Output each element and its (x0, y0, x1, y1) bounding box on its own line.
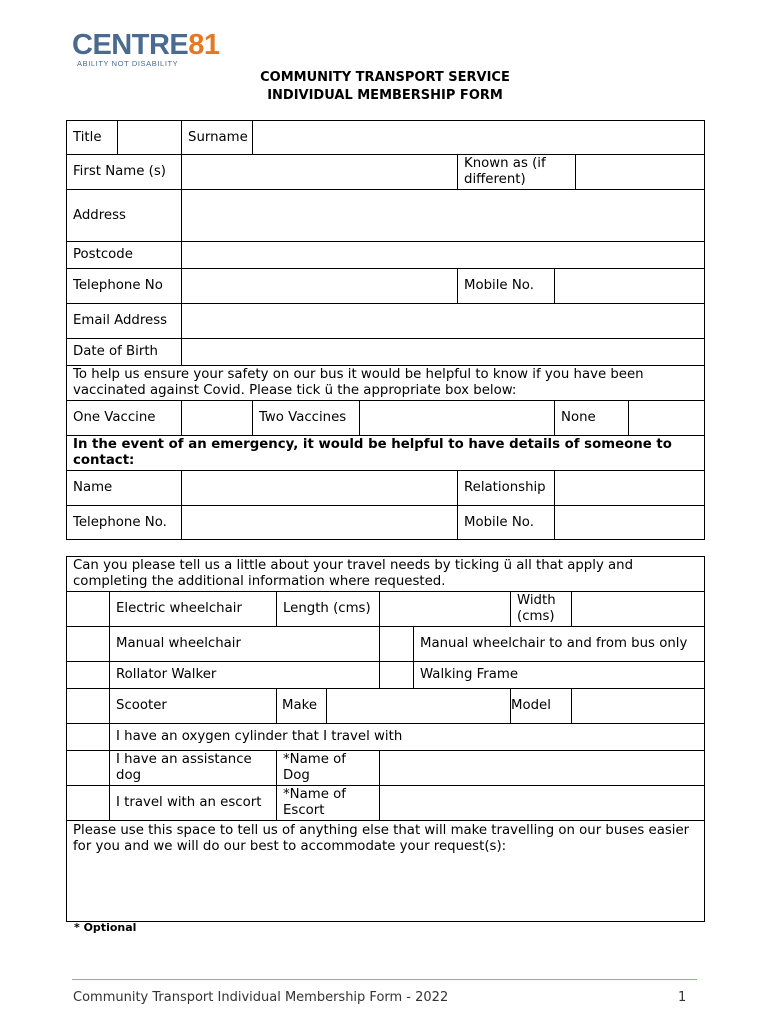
length-field[interactable] (380, 592, 511, 627)
assistance-dog-checkbox[interactable] (67, 751, 110, 786)
form-title-line2: INDIVIDUAL MEMBERSHIP FORM (267, 88, 503, 103)
known-as-field[interactable] (576, 155, 705, 190)
optional-footnote: * Optional (74, 921, 137, 934)
logo-tagline: ABILITY NOT DISABILITY (77, 59, 179, 68)
em-telephone-field[interactable] (182, 506, 458, 540)
personal-details-table (66, 120, 705, 540)
em-name-label: Name (67, 471, 182, 506)
escort-checkbox[interactable] (67, 786, 110, 821)
address-label: Address (67, 190, 182, 242)
surname-field[interactable] (253, 121, 705, 155)
none-label: None (555, 401, 629, 436)
other-needs-note: Please use this space to tell us of anything else that will make travelling on our buses easier for you and we will do our best to accommodate your request(s): (73, 823, 690, 854)
one-vaccine-label: One Vaccine (67, 401, 182, 436)
email-field[interactable] (182, 304, 705, 339)
postcode-field[interactable] (182, 242, 705, 269)
make-label: Make (277, 689, 327, 724)
em-telephone-label: Telephone No. (67, 506, 182, 540)
width-label: Width (cms) (511, 592, 572, 627)
logo-word-number: 81 (188, 29, 220, 61)
dog-name-field[interactable] (380, 751, 705, 786)
escort-name-field[interactable] (380, 786, 705, 821)
title-label: Title (67, 121, 118, 155)
em-relationship-field[interactable] (555, 471, 705, 506)
escort-label: I travel with an escort (110, 786, 277, 821)
oxygen-checkbox[interactable] (67, 724, 110, 751)
two-vaccines-label: Two Vaccines (253, 401, 360, 435)
footer-title: Community Transport Individual Membership Form - 2022 (73, 990, 449, 1005)
model-field[interactable] (572, 689, 705, 724)
make-field[interactable] (327, 689, 511, 724)
walking-frame-label: Walking Frame (414, 662, 705, 689)
scooter-label: Scooter (110, 689, 277, 724)
centre81-logo (72, 30, 220, 68)
one-vaccine-checkbox[interactable] (182, 401, 253, 436)
rollator-label: Rollator Walker (110, 662, 380, 689)
assistance-dog-label: I have an assistance dog (110, 751, 277, 786)
rollator-checkbox[interactable] (67, 662, 110, 689)
manual-bus-label: Manual wheelchair to and from bus only (414, 627, 705, 662)
model-label: Model (511, 689, 572, 724)
known-as-label: Known as (if different) (458, 155, 576, 190)
two-vaccines-checkbox[interactable] (360, 401, 554, 435)
walking-frame-checkbox[interactable] (380, 662, 414, 689)
manual-wheelchair-checkbox[interactable] (67, 627, 110, 662)
surname-label: Surname (182, 121, 253, 155)
none-checkbox[interactable] (629, 401, 705, 436)
logo-wordmark (72, 30, 220, 60)
em-mobile-field[interactable] (555, 506, 705, 540)
emergency-contact-note: In the event of an emergency, it would be helpful to have details of someone to contact: (67, 436, 705, 471)
electric-wheelchair-label: Electric wheelchair (110, 592, 277, 627)
first-name-field[interactable] (182, 155, 458, 190)
manual-wheelchair-label: Manual wheelchair (110, 627, 380, 662)
electric-wheelchair-checkbox[interactable] (67, 592, 110, 627)
email-label: Email Address (67, 304, 182, 339)
em-mobile-label: Mobile No. (458, 506, 555, 540)
form-title-line1: COMMUNITY TRANSPORT SERVICE (260, 70, 510, 85)
other-needs-area[interactable] (67, 821, 705, 922)
mobile-label: Mobile No. (458, 269, 555, 304)
telephone-field[interactable] (182, 269, 458, 304)
mobile-field[interactable] (555, 269, 705, 304)
width-field[interactable] (572, 592, 705, 627)
logo-word-main: CENTRE (72, 29, 189, 61)
travel-needs-table (66, 556, 705, 922)
page-number: 1 (678, 990, 687, 1005)
title-field[interactable] (118, 121, 182, 155)
dob-field[interactable] (182, 339, 705, 366)
oxygen-label: I have an oxygen cylinder that I travel with (110, 724, 705, 751)
vaccine-note: To help us ensure your safety on our bus it would be helpful to know if you have been vaccinated against Covid. Please tick ü the appropriate box below: (67, 366, 705, 401)
telephone-label: Telephone No (67, 269, 182, 304)
address-field[interactable] (182, 190, 705, 242)
travel-needs-intro: Can you please tell us a little about your travel needs by ticking ü all that apply and completing the additional information where requested. (67, 557, 705, 592)
em-name-field[interactable] (182, 471, 458, 506)
length-label: Length (cms) (277, 592, 380, 627)
manual-bus-checkbox[interactable] (380, 627, 414, 662)
footer-divider (72, 979, 697, 980)
first-name-label: First Name (s) (67, 155, 182, 190)
postcode-label: Postcode (67, 242, 182, 269)
dog-name-label: *Name of Dog (277, 751, 380, 786)
dob-label: Date of Birth (67, 339, 182, 366)
escort-name-label: *Name of Escort (277, 786, 380, 821)
em-relationship-label: Relationship (458, 471, 555, 506)
scooter-checkbox[interactable] (67, 689, 110, 724)
